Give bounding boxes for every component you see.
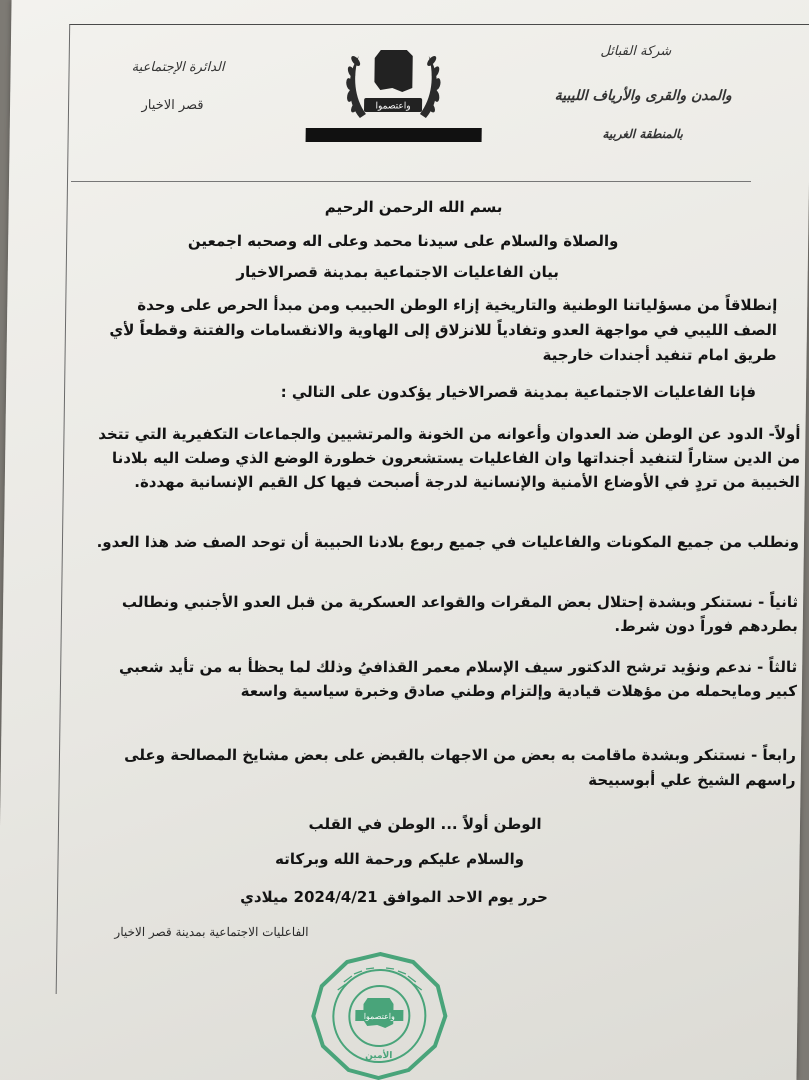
emblem-base-bar <box>306 128 482 142</box>
frame-left-line <box>56 24 71 994</box>
signature-line: الفاعليات الاجتماعية بمدينة قصر الاخيار <box>114 925 309 939</box>
stamp-center-text: واعتصموا <box>363 1012 396 1021</box>
point-second: ثانياً - نستنكر وبشدة إحتلال بعض المقرات والقواعد العسكرية من قبل العدو الأجنبي ونطالب بطردهم فوراً دون شرط. <box>121 593 799 635</box>
point-first: أولاً- الدود عن الوطن ضد العدوان وأعوانه من الخونة والمرتشيين والجماعات التكفيرية التي تتخد من الدين ستاراً لتنفيد أجنداتها وان الفاعليات يستشعرون خطورة الوضع الذي وصلت اليه بلادنا الخبيبة من تردٍ في الأوضاع الأمنية والإنسانية لدرجة أصبحت فيها كل القيم الإنسانية مهددة. <box>98 425 801 491</box>
frame-top-line <box>69 24 809 25</box>
emblem-banner-text: واعتصموا <box>375 101 411 112</box>
lead-sentence: فإنا الفاعليات الاجتماعية بمدينة قصرالاخيار يؤكدون على التالي : <box>280 383 757 401</box>
point-third: ثالثاً - ندعم ونؤيد ترشح الدكتور سيف الإسلام معمر القذافيُ وذلك لما يحظأ به من تأيد شعبي كبير ومايحمله من مؤهلات قيادية وإلتزام وطني صادق وخبرة سياسية واسعة <box>118 658 798 700</box>
closing-greeting: والسلام عليكم ورحمة الله وبركاته <box>274 850 525 868</box>
header-left-line1: الدائرة الإجتماعية <box>131 60 225 75</box>
header-right-line2: والمدن والقرى والأرياف الليبية <box>554 88 732 104</box>
point-fourth: رابعاً - نستنكر وبشدة ماقامت به بعض من الاجهات بالقبض على بعض مشايخ المصالحة وعلى راسهم الشيخ علي أبوسبيحة <box>124 746 797 789</box>
header-right-line1: شركة القبائل <box>600 44 672 59</box>
libya-emblem-icon <box>340 40 447 130</box>
basmala: بسم الله الرحمن الرحيم <box>324 198 503 216</box>
intro-paragraph: إنطلاقاً من مسؤلياتنا الوطنية والتاريخية إزاء الوطن الحبيب ومن مبدأ الحرص على وحدة الصف الليبي في مواجهة العدو وتفادياً للانزلاق إلى الهاوية والانقسامات والفتنة وقطعاً لأي طريق امام تنفيد أجندات خارجية <box>109 296 778 364</box>
header-divider <box>71 181 751 182</box>
header-left-line2: قصر الاخيار <box>141 98 204 113</box>
point-first-appeal: ونطلب من جميع المكونات والفاعليات في جميع ربوع بلادنا الحبيبة أن توحد الصف ضد هذا العدو. <box>96 533 800 551</box>
official-stamp-icon <box>308 950 450 1080</box>
header-right-line3: بالمنطقة الغربية <box>602 127 684 141</box>
date-line: حرر يوم الاحد الموافق 2024/4/21 ميلادي <box>240 888 548 906</box>
closing-slogan: الوطن أولاً ... الوطن في القلب <box>308 815 542 833</box>
statement-title: بيان الفاعليات الاجتماعية بمدينة قصرالاخيار <box>236 263 560 281</box>
stamp-bottom-text: الأمين <box>365 1051 393 1061</box>
salat-line: والصلاة والسلام على سيدنا محمد وعلى اله وصحبه اجمعين <box>187 232 619 250</box>
